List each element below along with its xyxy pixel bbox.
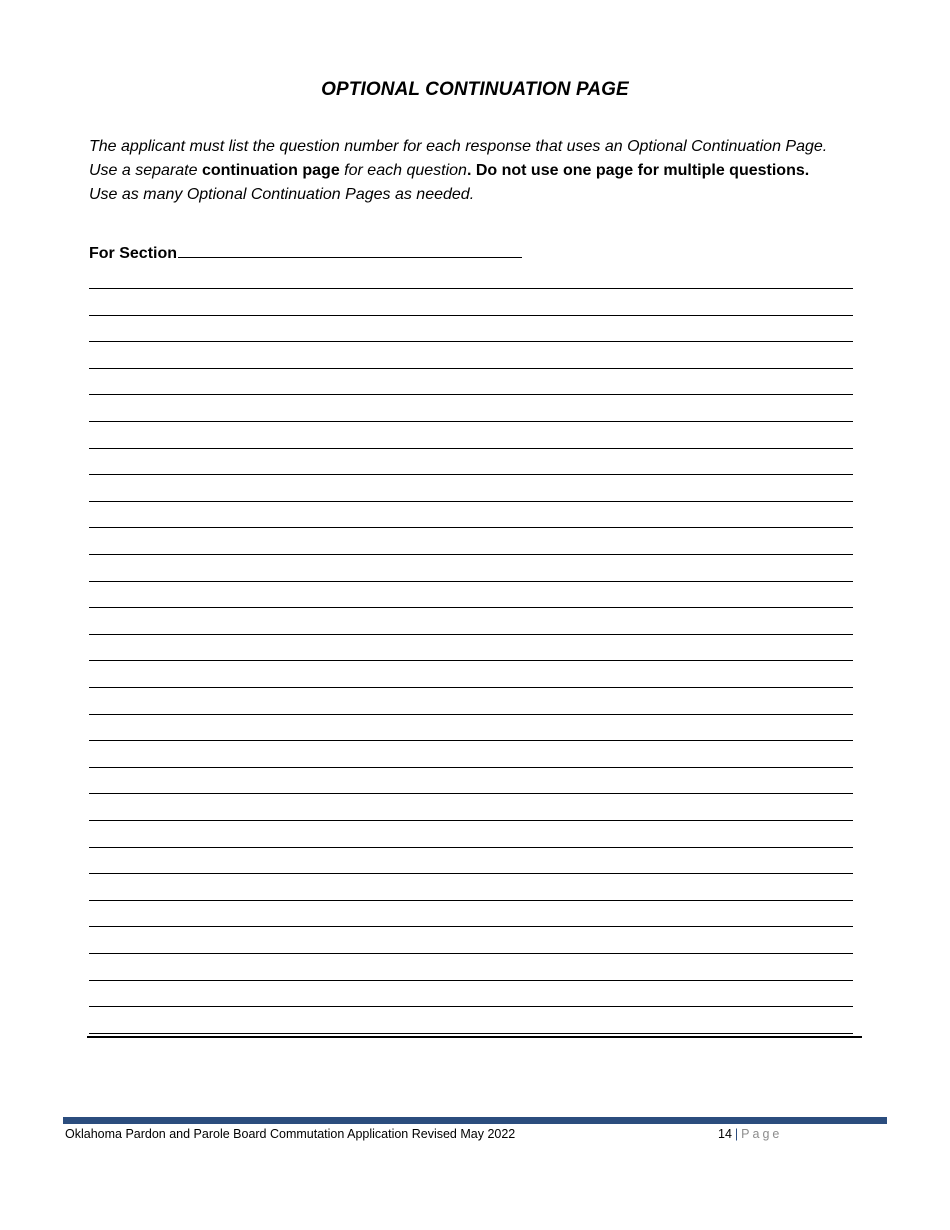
writing-line[interactable] <box>89 368 853 369</box>
writing-line[interactable] <box>89 953 853 954</box>
instructions-part5: Use as many Optional Continuation Pages as needed. <box>89 186 475 203</box>
writing-line[interactable] <box>89 448 853 449</box>
ruled-lines <box>89 0 853 1230</box>
instructions-part3: for each question <box>339 162 467 179</box>
writing-line[interactable] <box>89 421 853 422</box>
writing-line[interactable] <box>89 474 853 475</box>
writing-line[interactable] <box>89 634 853 635</box>
footer-page-label: Page <box>741 1127 783 1141</box>
writing-line[interactable] <box>89 660 853 661</box>
writing-line[interactable] <box>89 394 853 395</box>
writing-line[interactable] <box>89 1006 853 1007</box>
writing-line[interactable] <box>89 1033 853 1034</box>
instructions-part1: The applicant must list the question number for each response that uses an Optional Continuation Page. Use a separate <box>89 138 828 179</box>
writing-line[interactable] <box>89 501 853 502</box>
writing-line[interactable] <box>89 581 853 582</box>
writing-line[interactable] <box>89 288 853 289</box>
writing-line[interactable] <box>89 926 853 927</box>
writing-line[interactable] <box>89 341 853 342</box>
for-section-label: For Section <box>89 245 178 262</box>
footer-page-number: 14 <box>718 1127 732 1141</box>
bottom-rule <box>87 1036 862 1038</box>
writing-line[interactable] <box>89 740 853 741</box>
writing-line[interactable] <box>89 793 853 794</box>
footer-page <box>718 1127 782 1141</box>
footer-text: Oklahoma Pardon and Parole Board Commutation Application Revised May 2022 <box>65 1127 516 1141</box>
writing-line[interactable] <box>89 767 853 768</box>
writing-line[interactable] <box>89 315 853 316</box>
writing-line[interactable] <box>89 687 853 688</box>
writing-line[interactable] <box>89 714 853 715</box>
writing-line[interactable] <box>89 980 853 981</box>
footer-bar <box>63 1117 887 1124</box>
writing-line[interactable] <box>89 820 853 821</box>
writing-line[interactable] <box>89 607 853 608</box>
page-title: OPTIONAL CONTINUATION PAGE <box>321 79 629 100</box>
writing-line[interactable] <box>89 873 853 874</box>
writing-line[interactable] <box>89 900 853 901</box>
instructions-part2: continuation page <box>201 162 340 179</box>
footer-separator: | <box>734 1127 739 1141</box>
writing-line[interactable] <box>89 847 853 848</box>
writing-line[interactable] <box>89 527 853 528</box>
instructions-part4: . Do not use one page for multiple questions. <box>466 162 810 179</box>
writing-line[interactable] <box>89 554 853 555</box>
